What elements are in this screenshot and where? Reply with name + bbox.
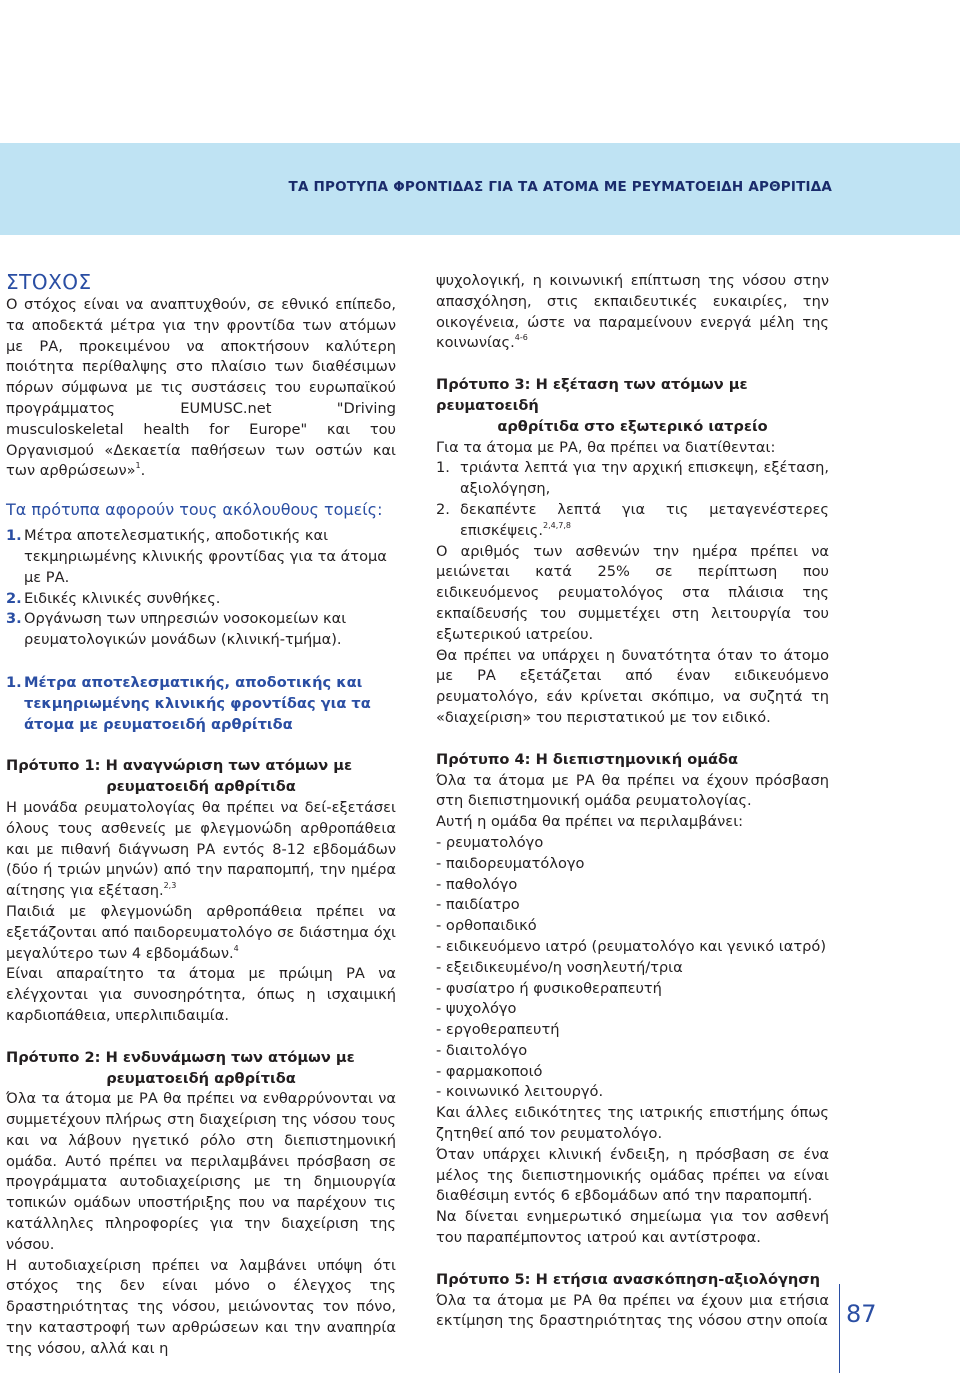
list-item: - ρευματολόγο — [436, 833, 544, 851]
standard-4-paragraph-5: Να δίνεται ενημερωτικό σημείωμα για τον ασθενή του παραπέμποντος ιατρού και αντίστροφα. — [436, 1208, 829, 1247]
list-item: 1. τριάντα λεπτά για την αρχική επισκεψη, εξέταση, αξιολόγηση, — [436, 459, 829, 498]
standard-3-heading: Πρότυπο 3: Η εξέταση των ατόμων με ρευματοειδή αρθρίτιδα στο εξωτερικό ιατρείο — [436, 376, 768, 435]
page-number: 87 — [846, 1300, 877, 1328]
standard-3-paragraph-1: Ο αριθμός των ασθενών την ημέρα πρέπει να μειώνεται κατά 25% σε περίπτωση που ειδικευόμενος ρευματολόγος στα πλάισια της εκπαίδευσής του συμμετέχει στη λειτουργία του εξωτερικού ιατρείου. — [436, 542, 829, 643]
page-number-rule — [839, 1284, 840, 1373]
goal-paragraph: Ο στόχος είναι να αναπτυχθούν, σε εθνικό επίπεδο, τα αποδεκτά μέτρα για την φροντίδα των ατόμων με ΡΑ, προκειμένου να αποκτήσουν καλύτερη ποιότητα περίθαλψης στο πλαίσιο των διαθέσιμων πόρων σύμφωνα με τις συστάσεις του ευρωπαϊκού προγράμματος EUMUSC.net "Driving musculoskeletal health for Europe" και του Οργανισμού «Δεκαετία παθήσεων των οστών και των αρθρώσεων»$^1$. — [6, 296, 396, 480]
standard-1-paragraph-3: Είναι απαραίτητο τα άτομα με πρώιμη ΡΑ να ελέγχονται για συνοσηρότητα, όπως η ισχαιμική καρδιοπάθεια, υπερλιπιδαιμία. — [6, 965, 396, 1024]
standard-2-paragraph-2: Η αυτοδιαχείριση πρέπει να λαμβάνει υπόψη ότι στόχος της δεν είναι μόνο ο έλεγχος της δραστηριότητας της νόσου, μειώνοντας τον πόνο, την καταστροφή των αρθρώσεων και την αναπηρία της νόσου, αλλά και η — [6, 1256, 396, 1357]
list-item: - διαιτολόγο — [436, 1041, 528, 1059]
list-item: - παιδίατρο — [436, 896, 520, 914]
goal-reference: 1 — [135, 461, 141, 471]
standard-5-heading: Πρότυπο 5: Η ετήσια ανασκόπηση-αξιολόγηση — [436, 1270, 821, 1288]
standard-5-paragraph-1: Όλα τα άτομα με ΡΑ θα πρέπει να έχουν μια ετήσια εκτίμηση της δραστηριότητας της νόσου στην οποία — [436, 1291, 829, 1330]
list-item: 2. Ειδικές κλινικές συνθήκες. — [6, 589, 221, 607]
list-item: - εξειδικευμένο/η νοσηλευτή/τρια — [436, 958, 683, 976]
list-item: - ψυχολόγο — [436, 1000, 517, 1018]
sectors-heading: Τα πρότυπα αφορούν τους ακόλουθους τομείς: — [6, 500, 383, 520]
standard-2-heading: Πρότυπο 2: Η ενδυνάμωση των ατόμων με ρευματοειδή αρθρίτιδα — [6, 1048, 355, 1087]
list-item: - παιδορευματόλογο — [436, 854, 585, 872]
list-item: - φαρμακοποιό — [436, 1062, 543, 1080]
standard-1-heading: Πρότυπο 1: Η αναγνώριση των ατόμων με ρευματοειδή αρθρίτιδα — [6, 757, 353, 796]
left-column — [6, 271, 396, 1360]
standard-4-paragraph-1: Όλα τα άτομα με ΡΑ θα πρέπει να έχουν πρόσβαση στη διεπιστημονική ομάδα ρευματολογίας. — [436, 771, 829, 810]
standard-4-paragraph-3: Και άλλες ειδικότητες της ιατρικής επιστήμης όπως ζητηθεί από τον ρευματολόγο. — [436, 1104, 829, 1143]
running-header-title: ΤΑ ΠΡΟΤΥΠΑ ΦΡΟΝΤΙΔΑΣ ΓΙΑ ΤΑ ΑΤΟΜΑ ΜΕ ΡΕΥΜΑΤΟΕΙΔΗ ΑΡΘΡΙΤΙΔΑ — [288, 179, 832, 195]
standard-4-heading: Πρότυπο 4: Η διεπιστημονική ομάδα — [436, 750, 739, 768]
team-members-list — [436, 833, 829, 1103]
list-item: - φυσίατρο ή φυσικοθεραπευτή — [436, 979, 662, 997]
sectors-list — [6, 526, 396, 651]
continued-paragraph: ψυχολογική, η κοινωνική επίπτωση της νόσου στην απασχόληση, στις εκπαιδευτικές ευκαιρίες, την οικογένεια, ώστε να παραμείνουν ενεργά μέλη της κοινωνίας.$^{4-6}$ — [436, 272, 829, 352]
standard-1-paragraph-2: Παιδιά με φλεγμονώδη αρθροπάθεια πρέπει να εξετάζονται από παιδορευματολόγο σε διάστημα όχι μεγαλύτερο των 4 εβδομάδων.$^4$ — [6, 902, 396, 962]
standard-3-list — [436, 458, 829, 541]
standard-3-paragraph-2: Θα πρέπει να υπάρχει η δυνατότητα όταν το άτομο με ΡΑ εξετάζεται από έναν ειδικευόμενο ρευματολόγο, εάν κρίνεται σκόπιμο, να συζητά τη «διαχείριση» του περιστατικού με τον ειδικό. — [436, 646, 829, 726]
standard-3-intro: Για τα άτομα με ΡΑ, θα πρέπει να διατίθενται: — [436, 438, 776, 456]
standard-4-paragraph-4: Όταν υπάρχει κλινική ένδειξη, η πρόσβαση σε ένα μέλος της διεπιστημονικής ομάδας πρέπει να είναι διαθέσιμη εντός 6 εβδομάδων από την παραπομπή. — [436, 1145, 829, 1205]
list-item: - ειδικευόμενο ιατρό (ρευματολόγο και γενικό ιατρό) — [436, 937, 827, 955]
list-item: - κοινωνικό λειτουργό. — [436, 1083, 604, 1101]
section-1-heading: 1. Μέτρα αποτελεσματικής, αποδοτικής και τεκμηριωμένης κλινικής φροντίδας για τα άτομα με ρευματοειδή αρθρίτιδα — [6, 673, 371, 733]
standard-2-paragraph-1: Όλα τα άτομα με ΡΑ θα πρέπει να ενθαρρύνονται να συμμετέχουν πλήρως στη διαχείριση της νόσου τους και να λάβουν ηγετικό ρόλο στη διεπιστημονική ομάδα. Αυτό πρέπει να περιλαμβάνει πρόσβαση σε προγράμματα αυτοδιαχείρισης με τη δημιουργία τοπικών ομάδων υποστήριξης που να παρέχουν τις κατάλληλες πληροφορίες για την διαχείριση της νόσου. — [6, 1090, 396, 1253]
right-column — [436, 271, 829, 1332]
standard-4-paragraph-2: Αυτή η ομάδα θα πρέπει να περιλαμβάνει: — [436, 813, 744, 831]
list-item: 2. δεκαπέντε λεπτά για τις μεταγενέστερες επισκέψεις.$^{2,4,7,8}$ — [436, 500, 829, 539]
goal-heading: ΣΤΟΧΟΣ — [6, 270, 92, 294]
list-item: - εργοθεραπευτή — [436, 1021, 560, 1039]
list-item: - ορθοπαιδικό — [436, 917, 537, 935]
list-item: 3. Οργάνωση των υπηρεσιών νοσοκομείων και ρευματολογικών μονάδων (κλινική-τμήμα). — [6, 610, 347, 649]
list-item: 1. Μέτρα αποτελεσματικής, αποδοτικής και τεκμηριωμένης κλινικής φροντίδας για τα άτομα με ΡΑ. — [6, 527, 387, 586]
standard-1-paragraph-1: Η μονάδα ρευματολογίας θα πρέπει να δεί-εξετάσει όλους τους ασθενείς με φλεγμονώδη αρθροπάθεια και με πιθανή διάγνωση ΡΑ εντός 8-12 εβδομάδων (δύο ή τριών μηνών) από την παραπομπή, την ημέρα αίτησης για εξέταση.$^{2,3}$ — [6, 798, 396, 900]
list-item: - παθολόγο — [436, 875, 518, 893]
